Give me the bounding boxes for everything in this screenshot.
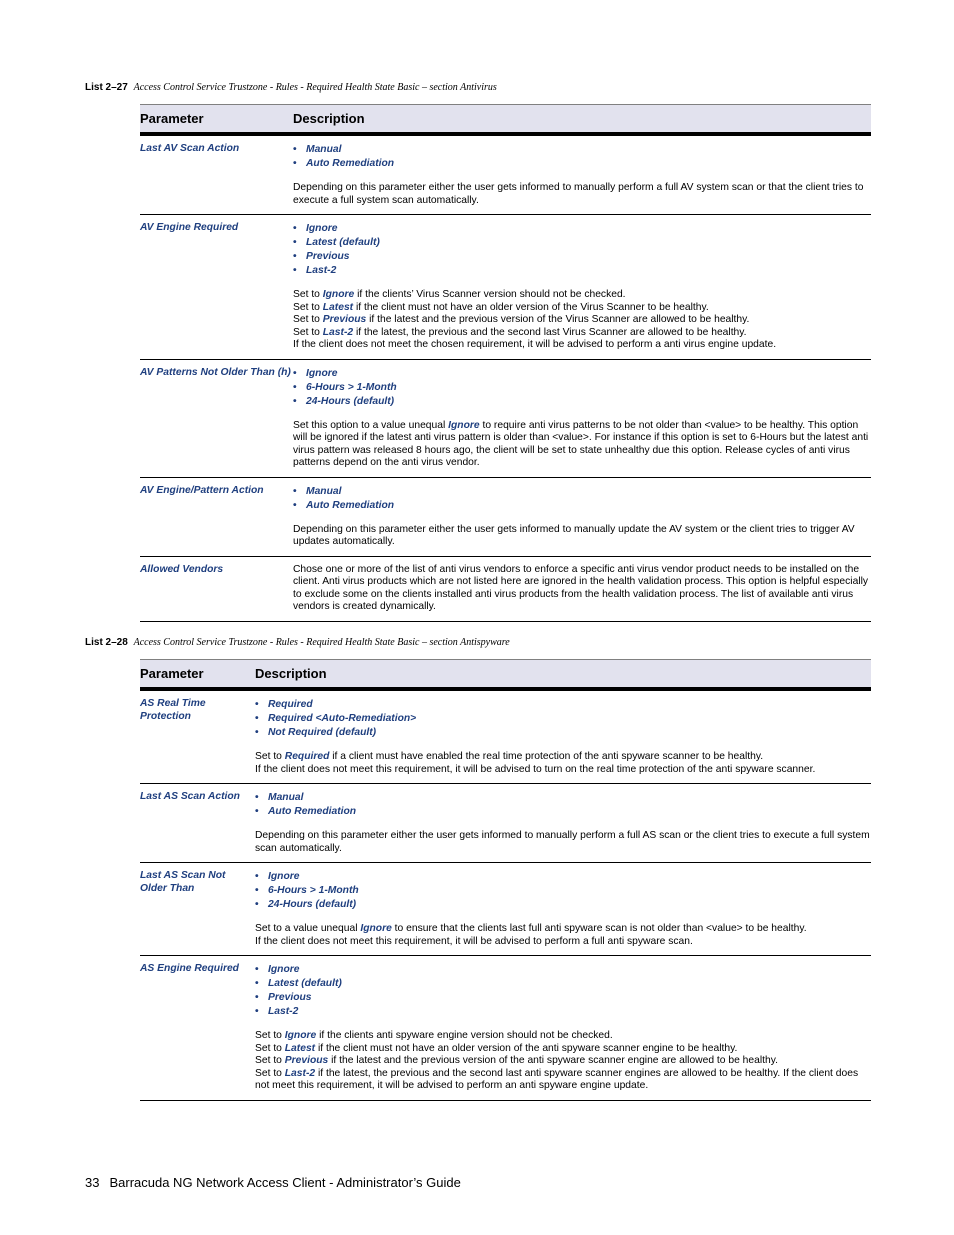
- description-line: [293, 289, 871, 302]
- parameter-name: AV Engine Required: [140, 215, 293, 360]
- option-item: [255, 870, 871, 884]
- text-segment: to require anti virus patterns to be not older than <value> to be healthy. This option will be ignored if the latest anti virus pattern is older than <value>. For instance if this option is set to 6-Hours but the latest anti virus pattern was released 8 hours ago, the client will be set to state unhealthy due this option. Release cycles of anti virus patterns depend on the anti virus vendor.: [293, 419, 869, 468]
- caption-title: Access Control Service Trustzone - Rules - Required Health State Basic – section Antispyware: [133, 637, 510, 648]
- table-row: [140, 689, 871, 784]
- bullet-icon: •: [293, 381, 297, 393]
- description-line: [293, 339, 871, 352]
- description-line: [255, 923, 871, 936]
- option-item: [293, 381, 871, 395]
- text-segment: if a client must have enabled the real time protection of the anti spyware scanner to be healthy.: [329, 751, 764, 762]
- description-text: [293, 564, 871, 614]
- option-item: [293, 222, 871, 236]
- option-label: 6-Hours > 1-Month: [268, 885, 359, 896]
- bullet-icon: •: [293, 485, 297, 497]
- antispyware-parameter-table: [140, 659, 871, 1101]
- option-item: [293, 236, 871, 250]
- text-segment: if the latest and the previous version of the Virus Scanner are allowed to be healthy.: [366, 314, 750, 325]
- bullet-icon: •: [255, 899, 259, 910]
- table-row: [140, 556, 871, 621]
- option-list: [255, 698, 871, 740]
- bullet-icon: •: [293, 395, 297, 407]
- option-item: [255, 991, 871, 1005]
- description-line: [293, 524, 871, 549]
- description-line: [293, 564, 871, 614]
- description-line: [293, 314, 871, 327]
- description-line: [293, 182, 871, 207]
- option-item: [255, 898, 871, 912]
- option-label: Auto Remediation: [306, 158, 395, 169]
- bullet-icon: •: [255, 978, 259, 989]
- bullet-icon: •: [255, 699, 259, 710]
- table-body: [140, 689, 871, 1100]
- header-description: Description: [293, 105, 871, 135]
- option-label: Previous: [306, 251, 350, 262]
- option-item: [255, 726, 871, 740]
- option-item: [293, 143, 871, 157]
- parameter-description: [293, 215, 871, 360]
- description-line: [255, 751, 871, 764]
- bullet-icon: •: [255, 885, 259, 896]
- text-segment: Chose one or more of the list of anti virus vendors to enforce a specific anti virus vendor product needs to be installed on the client. Anti virus products which are not listed here are ignored in the health validation process. This option is helpful especially to exclude some on the clients installed anti virus products from the health validation process. The list of available anti virus vendors is created dynamically.: [293, 563, 869, 612]
- description-text: [293, 420, 871, 470]
- description-line: [293, 302, 871, 315]
- option-item: [255, 884, 871, 898]
- description-text: [293, 524, 871, 549]
- bullet-icon: •: [255, 806, 259, 817]
- description-text: [293, 289, 871, 352]
- bullet-icon: •: [255, 792, 259, 803]
- bullet-icon: •: [255, 992, 259, 1003]
- table-row: [140, 215, 871, 360]
- option-item: [293, 157, 871, 171]
- option-item: [255, 1005, 871, 1019]
- parameter-description: [255, 689, 871, 784]
- option-label: Manual: [306, 485, 342, 497]
- table-row: [140, 956, 871, 1101]
- text-segment: Set to: [255, 1055, 285, 1066]
- description-line: [255, 764, 871, 777]
- option-item: [293, 264, 871, 278]
- text-segment: if the clients’ Virus Scanner version should not be checked.: [354, 289, 626, 300]
- table-header-row: [140, 660, 871, 690]
- text-segment: Set to: [255, 1030, 285, 1041]
- option-item: [293, 499, 871, 513]
- option-label: Manual: [268, 792, 304, 803]
- description-line: [293, 327, 871, 340]
- bullet-icon: •: [255, 727, 259, 738]
- parameter-description: [255, 863, 871, 956]
- option-list: [293, 222, 871, 278]
- table-row: [140, 359, 871, 477]
- table-body: [140, 134, 871, 621]
- option-item: [293, 367, 871, 381]
- bullet-icon: •: [255, 871, 259, 882]
- text-segment: If the client does not meet this requirement, it will be advised to perform a full anti spyware scan.: [255, 935, 693, 947]
- parameter-description: [255, 956, 871, 1101]
- bullet-icon: •: [255, 964, 259, 975]
- parameter-description: [293, 134, 871, 215]
- caption-number: List 2–27: [85, 82, 128, 93]
- option-item: [293, 250, 871, 264]
- option-keyword: Previous: [322, 314, 367, 325]
- parameter-name: Last AV Scan Action: [140, 134, 293, 215]
- text-segment: Set to: [293, 289, 323, 300]
- parameter-name: AV Engine/Pattern Action: [140, 477, 293, 556]
- description-line: [255, 936, 871, 949]
- document-title: Barracuda NG Network Access Client - Administrator’s Guide: [109, 1175, 461, 1190]
- option-keyword: Ignore: [322, 289, 355, 300]
- option-item: [255, 805, 871, 819]
- bullet-icon: •: [255, 713, 259, 724]
- option-label: Previous: [268, 992, 312, 1003]
- text-segment: Set to: [255, 1067, 285, 1079]
- option-item: [255, 977, 871, 991]
- table-row: [140, 863, 871, 956]
- option-item: [255, 698, 871, 712]
- bullet-icon: •: [255, 1006, 259, 1017]
- header-parameter: Parameter: [140, 105, 293, 135]
- description-line: [255, 1055, 871, 1068]
- option-list: [255, 791, 871, 819]
- table-header-row: [140, 105, 871, 135]
- text-segment: Set this option to a value unequal: [293, 419, 449, 431]
- option-keyword: Ignore: [448, 419, 480, 431]
- option-label: Last-2: [268, 1006, 299, 1017]
- option-label: Ignore: [268, 871, 300, 882]
- description-text: [255, 1030, 871, 1093]
- page-footer: [85, 1175, 461, 1190]
- text-segment: if the clients anti spyware engine version should not be checked.: [316, 1030, 613, 1041]
- option-item: [255, 791, 871, 805]
- antivirus-parameter-table: [140, 104, 871, 622]
- bullet-icon: •: [293, 144, 297, 155]
- bullet-icon: •: [293, 251, 297, 262]
- option-keyword: Latest: [322, 301, 354, 313]
- table-row: [140, 134, 871, 215]
- option-label: 24-Hours (default): [306, 395, 395, 407]
- parameter-name: Last AS Scan Not Older Than: [140, 863, 255, 956]
- page-number: 33: [85, 1175, 100, 1190]
- text-segment: Set to: [293, 301, 323, 313]
- option-label: Ignore: [306, 367, 338, 379]
- option-label: Manual: [306, 144, 342, 155]
- parameter-description: [293, 477, 871, 556]
- text-segment: to ensure that the clients last full anti spyware scan is not older than <value> to be healthy.: [391, 923, 807, 934]
- text-segment: If the client does not meet this requirement, it will be advised to turn on the real time protection of the anti spyware scanner.: [255, 763, 816, 775]
- description-text: [255, 751, 871, 776]
- bullet-icon: •: [293, 265, 297, 276]
- text-segment: Set to a value unequal: [255, 923, 361, 934]
- option-label: Required: [268, 699, 313, 710]
- caption-number: List 2–28: [85, 637, 128, 648]
- option-list: [255, 870, 871, 912]
- option-item: [255, 963, 871, 977]
- list-caption-antivirus: [85, 82, 497, 93]
- text-segment: if the latest, the previous and the second last Virus Scanner are allowed to be healthy.: [353, 326, 747, 338]
- description-text: [293, 182, 871, 207]
- text-segment: Depending on this parameter either the user gets informed to manually perform a full AS scan or the client tries to execute a full system scan automatically.: [255, 830, 870, 854]
- bullet-icon: •: [293, 237, 297, 248]
- text-segment: Set to: [255, 751, 285, 762]
- option-item: [255, 712, 871, 726]
- option-list: [293, 367, 871, 409]
- option-item: [293, 395, 871, 409]
- header-description: Description: [255, 660, 871, 690]
- option-label: 24-Hours (default): [268, 899, 357, 910]
- option-keyword: Required: [284, 751, 330, 762]
- description-line: [255, 1068, 871, 1093]
- caption-title: Access Control Service Trustzone - Rules - Required Health State Basic – section Antivirus: [133, 82, 497, 93]
- text-segment: if the client must not have an older version of the anti spyware scanner engine to be healthy.: [315, 1042, 738, 1054]
- bullet-icon: •: [293, 223, 297, 234]
- parameter-name: AS Engine Required: [140, 956, 255, 1101]
- parameter-description: [293, 359, 871, 477]
- text-segment: Set to: [255, 1042, 285, 1054]
- description-line: [293, 420, 871, 470]
- option-keyword: Last-2: [322, 326, 354, 338]
- bullet-icon: •: [293, 499, 297, 511]
- option-label: Auto Remediation: [268, 806, 357, 817]
- option-label: Ignore: [306, 223, 338, 234]
- description-text: [255, 923, 871, 948]
- text-segment: Depending on this parameter either the user gets informed to manually perform a full AV system scan or that the client tries to execute a full system scan automatically.: [293, 182, 864, 206]
- option-list: [293, 143, 871, 171]
- parameter-name: Last AS Scan Action: [140, 784, 255, 863]
- table-row: [140, 477, 871, 556]
- bullet-icon: •: [293, 367, 297, 379]
- option-keyword: Ignore: [360, 923, 392, 934]
- description-text: [255, 830, 871, 855]
- parameter-name: AV Patterns Not Older Than (h): [140, 359, 293, 477]
- description-line: [255, 830, 871, 855]
- parameter-name: AS Real Time Protection: [140, 689, 255, 784]
- text-segment: If the client does not meet the chosen requirement, it will be advised to perform a anti virus engine update.: [293, 339, 777, 350]
- bullet-icon: •: [293, 158, 297, 169]
- option-keyword: Previous: [284, 1055, 329, 1066]
- parameter-name: Allowed Vendors: [140, 556, 293, 621]
- option-keyword: Last-2: [284, 1067, 316, 1079]
- text-segment: Set to: [293, 314, 323, 325]
- option-label: Required <Auto-Remediation>: [268, 713, 417, 724]
- option-label: Last-2: [306, 265, 337, 276]
- option-label: Latest (default): [268, 978, 342, 989]
- parameter-description: [293, 556, 871, 621]
- option-label: Auto Remediation: [306, 499, 395, 511]
- header-parameter: Parameter: [140, 660, 255, 690]
- option-keyword: Ignore: [284, 1030, 317, 1041]
- text-segment: if the latest, the previous and the second last anti spyware scanner engines are allowed to be healthy. If the client does not meet this requirement, it will be advised to perform an anti spyware engine update.: [255, 1067, 859, 1091]
- description-line: [255, 1030, 871, 1043]
- option-label: 6-Hours > 1-Month: [306, 381, 397, 393]
- text-segment: Set to: [293, 326, 323, 338]
- table-row: [140, 784, 871, 863]
- option-label: Not Required (default): [268, 727, 377, 738]
- text-segment: Depending on this parameter either the user gets informed to manually update the AV system or the client tries to trigger AV updates automatically.: [293, 523, 855, 547]
- parameter-description: [255, 784, 871, 863]
- option-keyword: Latest: [284, 1042, 316, 1054]
- option-label: Latest (default): [306, 237, 380, 248]
- option-item: [293, 485, 871, 499]
- description-line: [255, 1043, 871, 1056]
- text-segment: if the client must not have an older version of the Virus Scanner to be healthy.: [353, 301, 709, 313]
- text-segment: if the latest and the previous version of the anti spyware scanner engine are allowed to be healthy.: [328, 1055, 778, 1066]
- option-list: [293, 485, 871, 513]
- option-label: Ignore: [268, 964, 300, 975]
- list-caption-antispyware: [85, 637, 510, 648]
- option-list: [255, 963, 871, 1019]
